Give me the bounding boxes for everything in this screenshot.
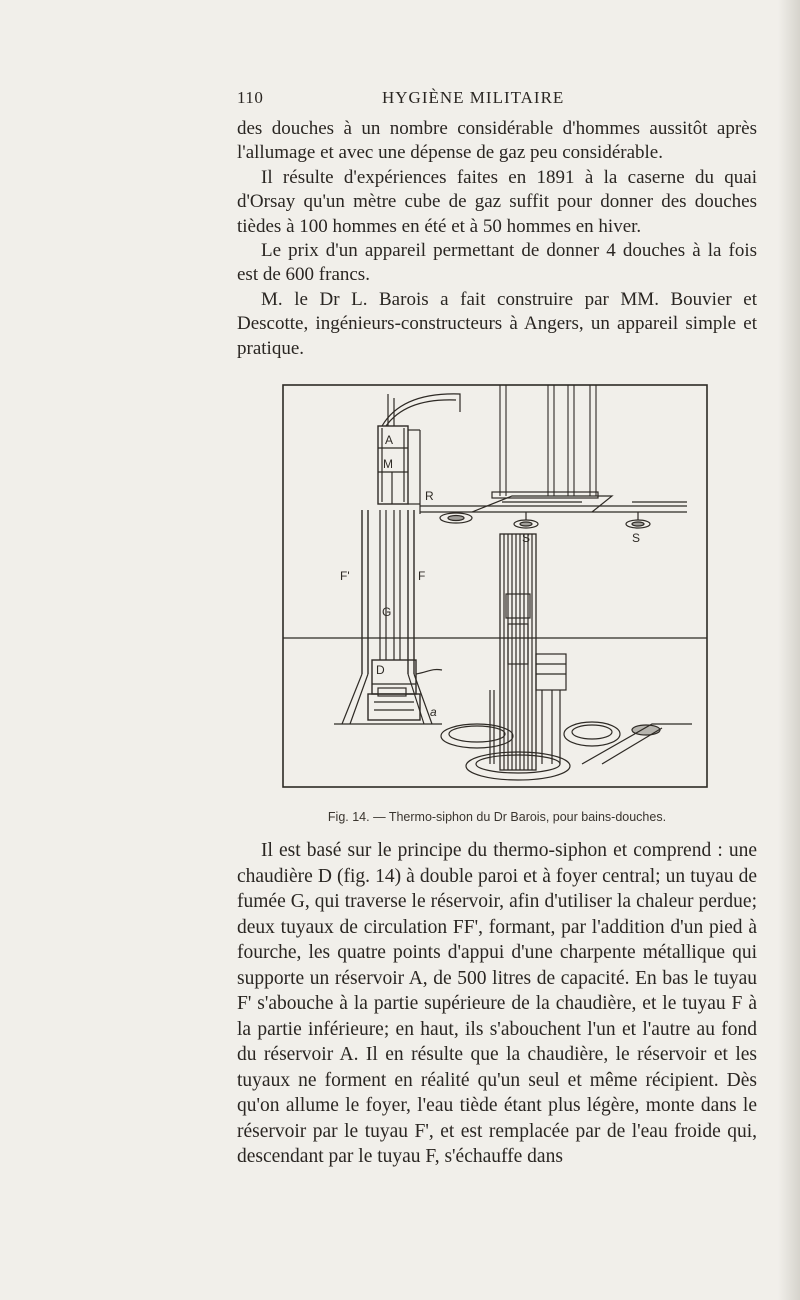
- vertical-pipes: [500, 385, 596, 496]
- text-block-top: [237, 117, 757, 361]
- label-a-upper: A: [385, 433, 394, 447]
- floor-basins: [441, 722, 692, 780]
- label-r: R: [425, 489, 434, 503]
- text-block-bottom: [237, 838, 757, 1170]
- central-stall: [490, 534, 566, 770]
- paragraph: des douches à un nombre considérable d'hommes aussitôt après l'allumage et avec une dépense de gaz peu considérable.: [237, 118, 757, 164]
- label-s-left: S: [522, 531, 531, 545]
- page-number: 110: [237, 88, 264, 107]
- reservoir-a: [378, 394, 460, 514]
- label-d: D: [376, 663, 385, 677]
- label-f: F: [418, 569, 426, 583]
- label-s-right: S: [632, 531, 641, 545]
- label-m: M: [383, 457, 393, 471]
- shower-heads: [440, 512, 650, 528]
- page-edge-shadow: [778, 0, 800, 1300]
- running-title: HYGIÈNE MILITAIRE: [382, 88, 565, 107]
- figure-caption: Fig. 14. — Thermo-siphon du Dr Barois, pour bains-douches.: [327, 810, 667, 824]
- thermo-siphon-diagram: [282, 384, 708, 788]
- label-a-lower: a: [430, 705, 437, 719]
- label-f-prime: F': [340, 569, 350, 583]
- paragraph: Il résulte d'expériences faites en 1891 à la caserne du quai d'Orsay qu'un mètre cube de gaz suffit pour donner des douches tièdes à 100 hommes en été et à 50 hommes en hiver.: [237, 166, 757, 237]
- page-header: [237, 88, 757, 112]
- label-g: G: [382, 605, 392, 619]
- figure-14-thermo-siphon: [282, 384, 708, 788]
- paragraph: Il est basé sur le principe du thermo-siphon et comprend : une chaudière D (fig. 14) à double paroi et à foyer central; un tuyau de fumée G, qui traverse le réservoir, afin d'utiliser la chaleur perdue; deux tuyaux de circulation FF', formant, par l'addition d'un pied à fourche, les quatre points d'appui d'une charpente métallique qui supporte un réservoir A, de 500 litres de capacité. En bas le tuyau F' s'abouche à la partie supérieure de la chaudière, et le tuyau F à la partie inférieure; en haut, ils s'abouchent l'un et l'autre au fond du réservoir A. Il en résulte que la chaudière, le réservoir et les tuyaux ne forment en réalité qu'un seul et même récipient. Dès qu'on allume le foyer, l'eau tiède étant plus légère, monte dans le réservoir par le tuyau F', et est remplacée par de l'eau froide qui, descendant par le tuyau F, s'échauffe dans: [237, 840, 757, 1167]
- paragraph: M. le Dr L. Barois a fait construire par MM. Bouvier et Descotte, ingénieurs-constructeurs à Angers, un appareil simple et pratique.: [237, 288, 757, 359]
- paragraph: Le prix d'un appareil permettant de donner 4 douches à la fois est de 600 francs.: [237, 240, 757, 286]
